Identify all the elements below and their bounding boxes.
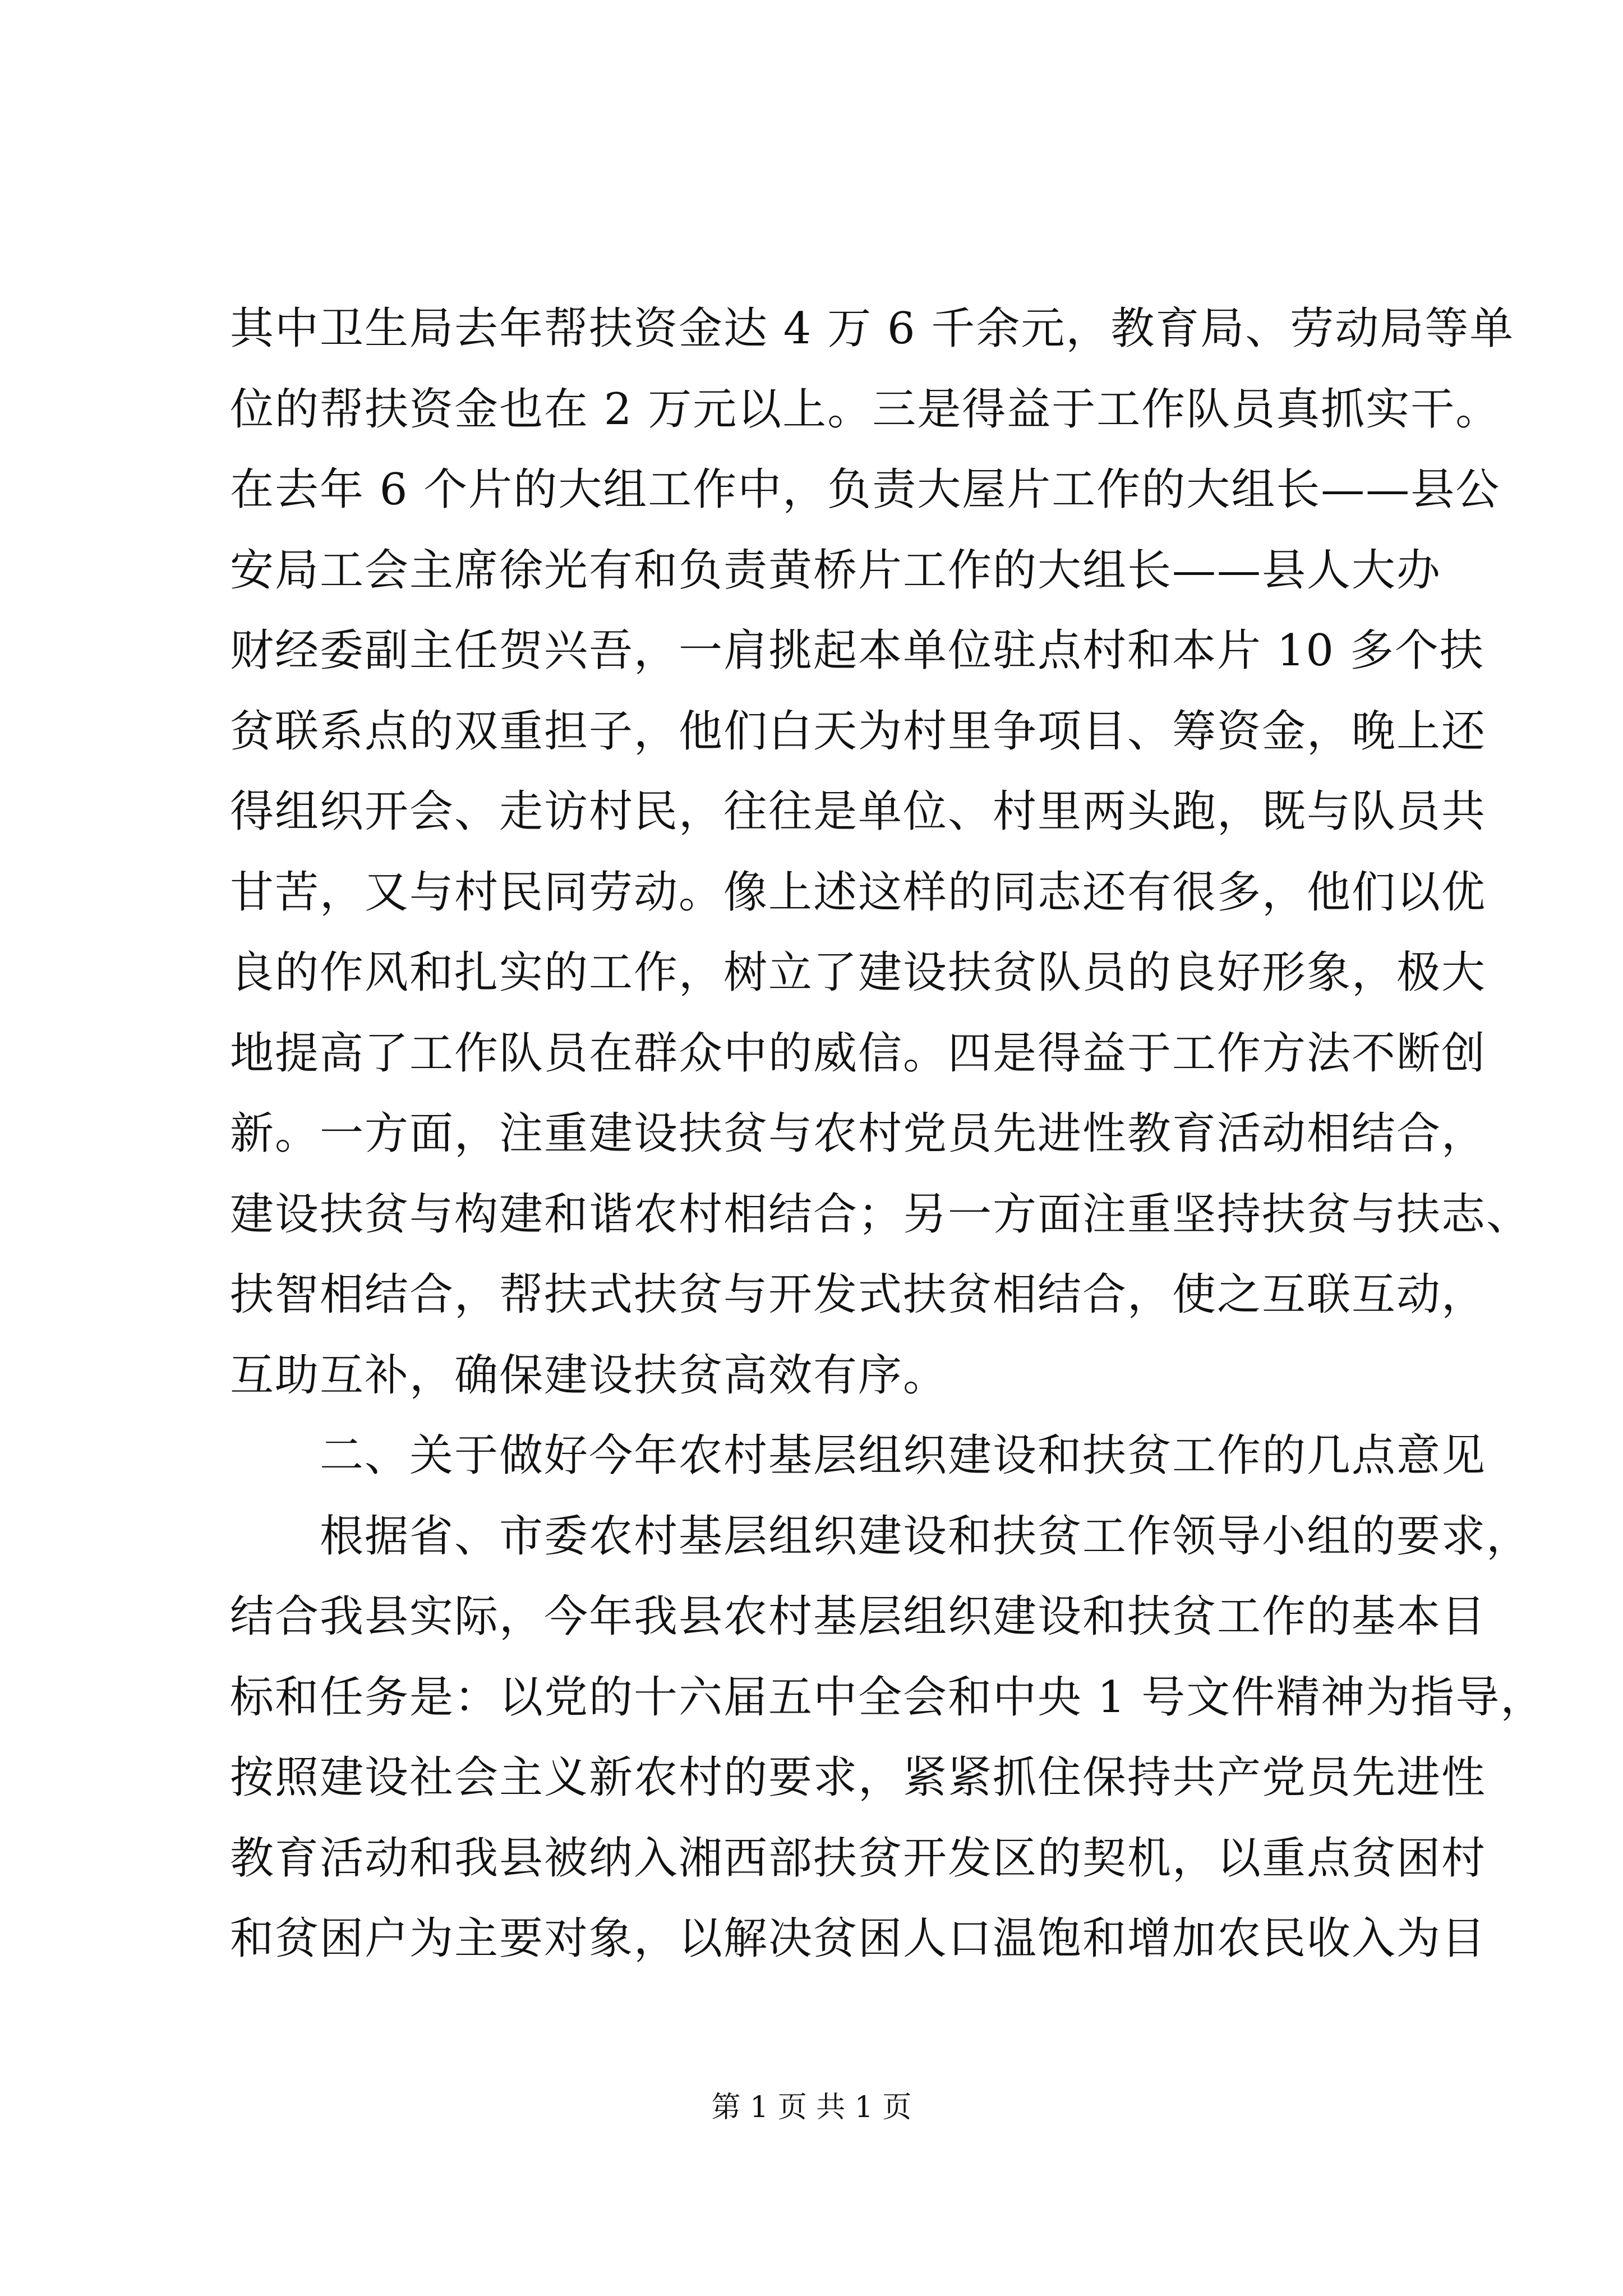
page-footer: 第 1 页 共 1 页 xyxy=(711,2091,912,2124)
text-line: 良的作风和扎实的工作，树立了建设扶贫队员的良好形象，极大 xyxy=(230,947,1487,998)
text-line: 根据省、市委农村基层组织建设和扶贫工作领导小组的要求， xyxy=(320,1511,1532,1562)
text-line: 贫联系点的双重担子，他们白天为村里争项目、筹资金，晚上还 xyxy=(230,706,1487,757)
text-line: 其中卫生局去年帮扶资金达 4 万 6 千余元，教育局、劳动局等单 xyxy=(230,303,1515,354)
text-line: 得组织开会、走访村民，往往是单位、村里两头跑，既与队员共 xyxy=(230,786,1487,837)
text-line: 位的帮扶资金也在 2 万元以上。三是得益于工作队员真抓实干。 xyxy=(230,384,1501,435)
text-line: 甘苦，又与村民同劳动。像上述这样的同志还有很多，他们以优 xyxy=(230,867,1487,918)
document-body xyxy=(230,289,1546,1980)
text-line: 安局工会主席徐光有和负责黄桥片工作的大组长——县人大办 xyxy=(230,545,1442,596)
text-line: 扶智相结合，帮扶式扶贫与开发式扶贫相结合，使之互联互动， xyxy=(230,1269,1487,1320)
section-heading: 二、关于做好今年农村基层组织建设和扶贫工作的几点意见 xyxy=(320,1430,1487,1481)
text-line: 新。一方面，注重建设扶贫与农村党员先进性教育活动相结合， xyxy=(230,1108,1487,1159)
text-line: 按照建设社会主义新农村的要求，紧紧抓住保持共产党员先进性 xyxy=(230,1752,1487,1803)
text-line: 和贫困户为主要对象，以解决贫困人口温饱和增加农民收入为目 xyxy=(230,1913,1487,1964)
text-line: 财经委副主任贺兴吾，一肩挑起本单位驻点村和本片 10 多个扶 xyxy=(230,625,1484,676)
text-line: 教育活动和我县被纳入湘西部扶贫开发区的契机，以重点贫困村 xyxy=(230,1833,1487,1884)
text-line: 在去年 6 个片的大组工作中，负责大屋片工作的大组长——县公 xyxy=(230,464,1501,515)
text-line: 互助互补，确保建设扶贫高效有序。 xyxy=(230,1350,948,1401)
text-line: 结合我县实际，今年我县农村基层组织建设和扶贫工作的基本目 xyxy=(230,1591,1487,1642)
text-line: 标和任务是：以党的十六届五中全会和中央 1 号文件精神为指导， xyxy=(230,1672,1546,1723)
text-line: 建设扶贫与构建和谐农村相结合；另一方面注重坚持扶贫与扶志、 xyxy=(230,1189,1532,1240)
text-line: 地提高了工作队员在群众中的威信。四是得益于工作方法不断创 xyxy=(230,1028,1487,1079)
